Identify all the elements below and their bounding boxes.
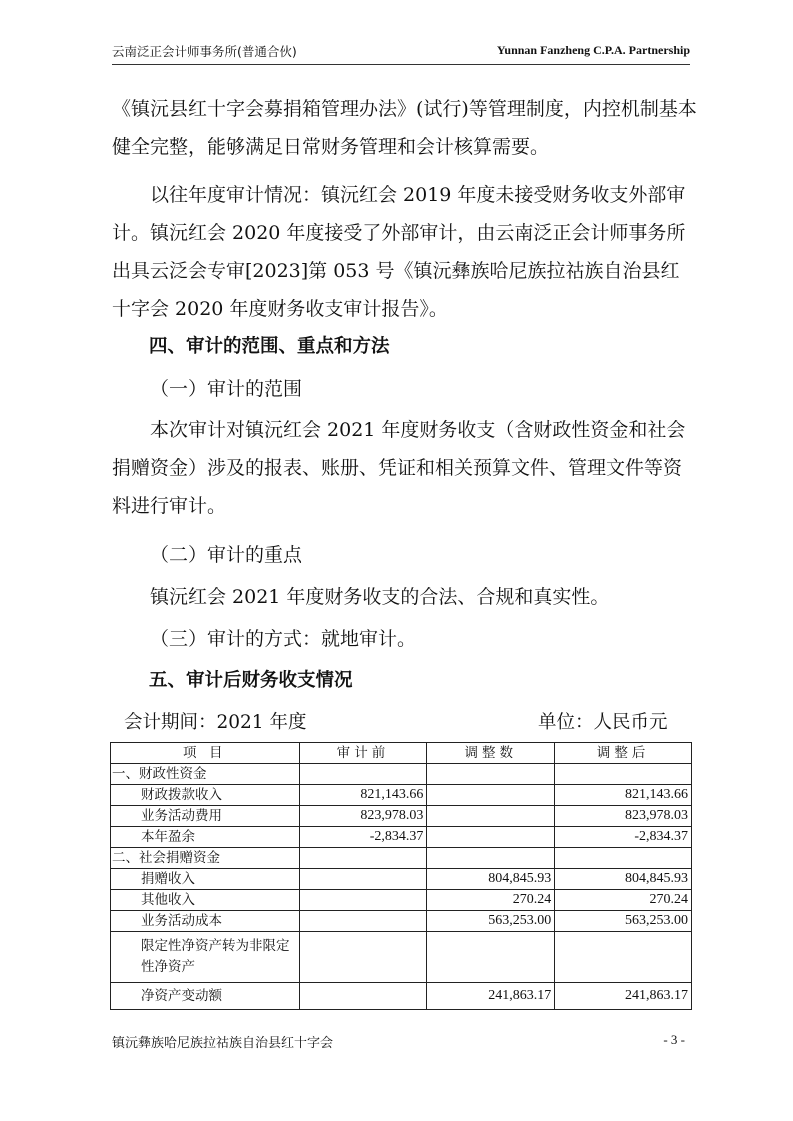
cell-after: 804,845.93	[555, 869, 692, 890]
table-row	[111, 806, 692, 827]
cell-before: 823,978.03	[299, 806, 427, 827]
cell-before	[299, 848, 427, 869]
subheading-focus: （二）审计的重点	[150, 544, 303, 566]
footer-organization: 镇沅彝族哈尼族拉祜族自治县红十字会	[112, 1036, 334, 1051]
cell-adjust	[427, 785, 555, 806]
cell-adjust	[427, 932, 555, 983]
cell-after: 563,253.00	[555, 911, 692, 932]
col-header-item: 项 目	[111, 743, 300, 764]
row-label: 本年盈余	[111, 827, 300, 848]
page-number: - 3 -	[663, 1032, 685, 1047]
row-label: 限定性净资产转为非限定性净资产	[111, 932, 300, 983]
cell-after	[555, 848, 692, 869]
financial-table	[110, 742, 692, 1010]
table-row	[111, 827, 692, 848]
table-header-row	[111, 743, 692, 764]
subheading-method: （三）审计的方式：就地审计。	[150, 628, 417, 650]
cell-adjust: 563,253.00	[427, 911, 555, 932]
paragraph-prior-audits: 以往年度审计情况：镇沅红会 2019 年度未接受财务收支外部审计。镇沅红会 2020 年度接受了外部审计，由云南泛正会计师事务所出具云泛会专审[2023]第 053 号《镇沅彝族哈尼族拉祜族自治县红十字会 2020 年度财务收支审计报告》。	[112, 184, 686, 320]
row-label: 业务活动费用	[111, 806, 300, 827]
section-heading-scope: 四、审计的范围、重点和方法	[149, 336, 390, 357]
row-label: 二、社会捐赠资金	[111, 848, 300, 869]
subheading-scope: （一）审计的范围	[150, 378, 303, 400]
row-label: 一、财政性资金	[111, 764, 300, 785]
firm-name-en: Yunnan Fanzheng C.P.A. Partnership	[496, 43, 690, 57]
col-header-adjust: 调整数	[427, 743, 555, 764]
table-row	[111, 911, 692, 932]
page-header	[112, 40, 690, 65]
table-row	[111, 848, 692, 869]
table-row	[111, 890, 692, 911]
cell-after: 270.24	[555, 890, 692, 911]
firm-name-cn: 云南泛正会计师事务所(普通合伙)	[112, 44, 297, 59]
table-row	[111, 983, 692, 1010]
cell-adjust	[427, 806, 555, 827]
table-row	[111, 932, 692, 983]
row-label: 其他收入	[111, 890, 300, 911]
table-row	[111, 764, 692, 785]
cell-before	[299, 932, 427, 983]
cell-adjust	[427, 848, 555, 869]
table-row	[111, 869, 692, 890]
paragraph-control-system: 《镇沅县红十字会募捐箱管理办法》(试行)等管理制度，内控机制基本健全完整，能够满足日常财务管理和会计核算需要。	[112, 98, 697, 158]
cell-before: -2,834.37	[299, 827, 427, 848]
accounting-period: 会计期间：2021 年度	[124, 712, 307, 733]
cell-adjust	[427, 827, 555, 848]
row-label: 捐赠收入	[111, 869, 300, 890]
cell-adjust: 241,863.17	[427, 983, 555, 1010]
cell-after: 821,143.66	[555, 785, 692, 806]
currency-unit: 单位：人民币元	[538, 712, 668, 733]
cell-after: 241,863.17	[555, 983, 692, 1010]
cell-before: 821,143.66	[299, 785, 427, 806]
cell-before	[299, 869, 427, 890]
cell-before	[299, 890, 427, 911]
cell-before	[299, 983, 427, 1010]
cell-adjust: 804,845.93	[427, 869, 555, 890]
paragraph-focus: 镇沅红会 2021 年度财务收支的合法、合规和真实性。	[150, 586, 610, 608]
section-heading-results: 五、审计后财务收支情况	[149, 670, 353, 691]
cell-adjust	[427, 764, 555, 785]
col-header-after: 调整后	[555, 743, 692, 764]
cell-before	[299, 764, 427, 785]
cell-after: -2,834.37	[555, 827, 692, 848]
cell-after	[555, 764, 692, 785]
row-label: 财政拨款收入	[111, 785, 300, 806]
paragraph-scope: 本次审计对镇沅红会 2021 年度财务收支（含财政性资金和社会捐赠资金）涉及的报表、账册、凭证和相关预算文件、管理文件等资料进行审计。	[112, 419, 686, 517]
table-row	[111, 785, 692, 806]
cell-after	[555, 932, 692, 983]
cell-before	[299, 911, 427, 932]
row-label: 业务活动成本	[111, 911, 300, 932]
col-header-before: 审计前	[299, 743, 427, 764]
row-label: 净资产变动额	[111, 983, 300, 1010]
cell-adjust: 270.24	[427, 890, 555, 911]
cell-after: 823,978.03	[555, 806, 692, 827]
